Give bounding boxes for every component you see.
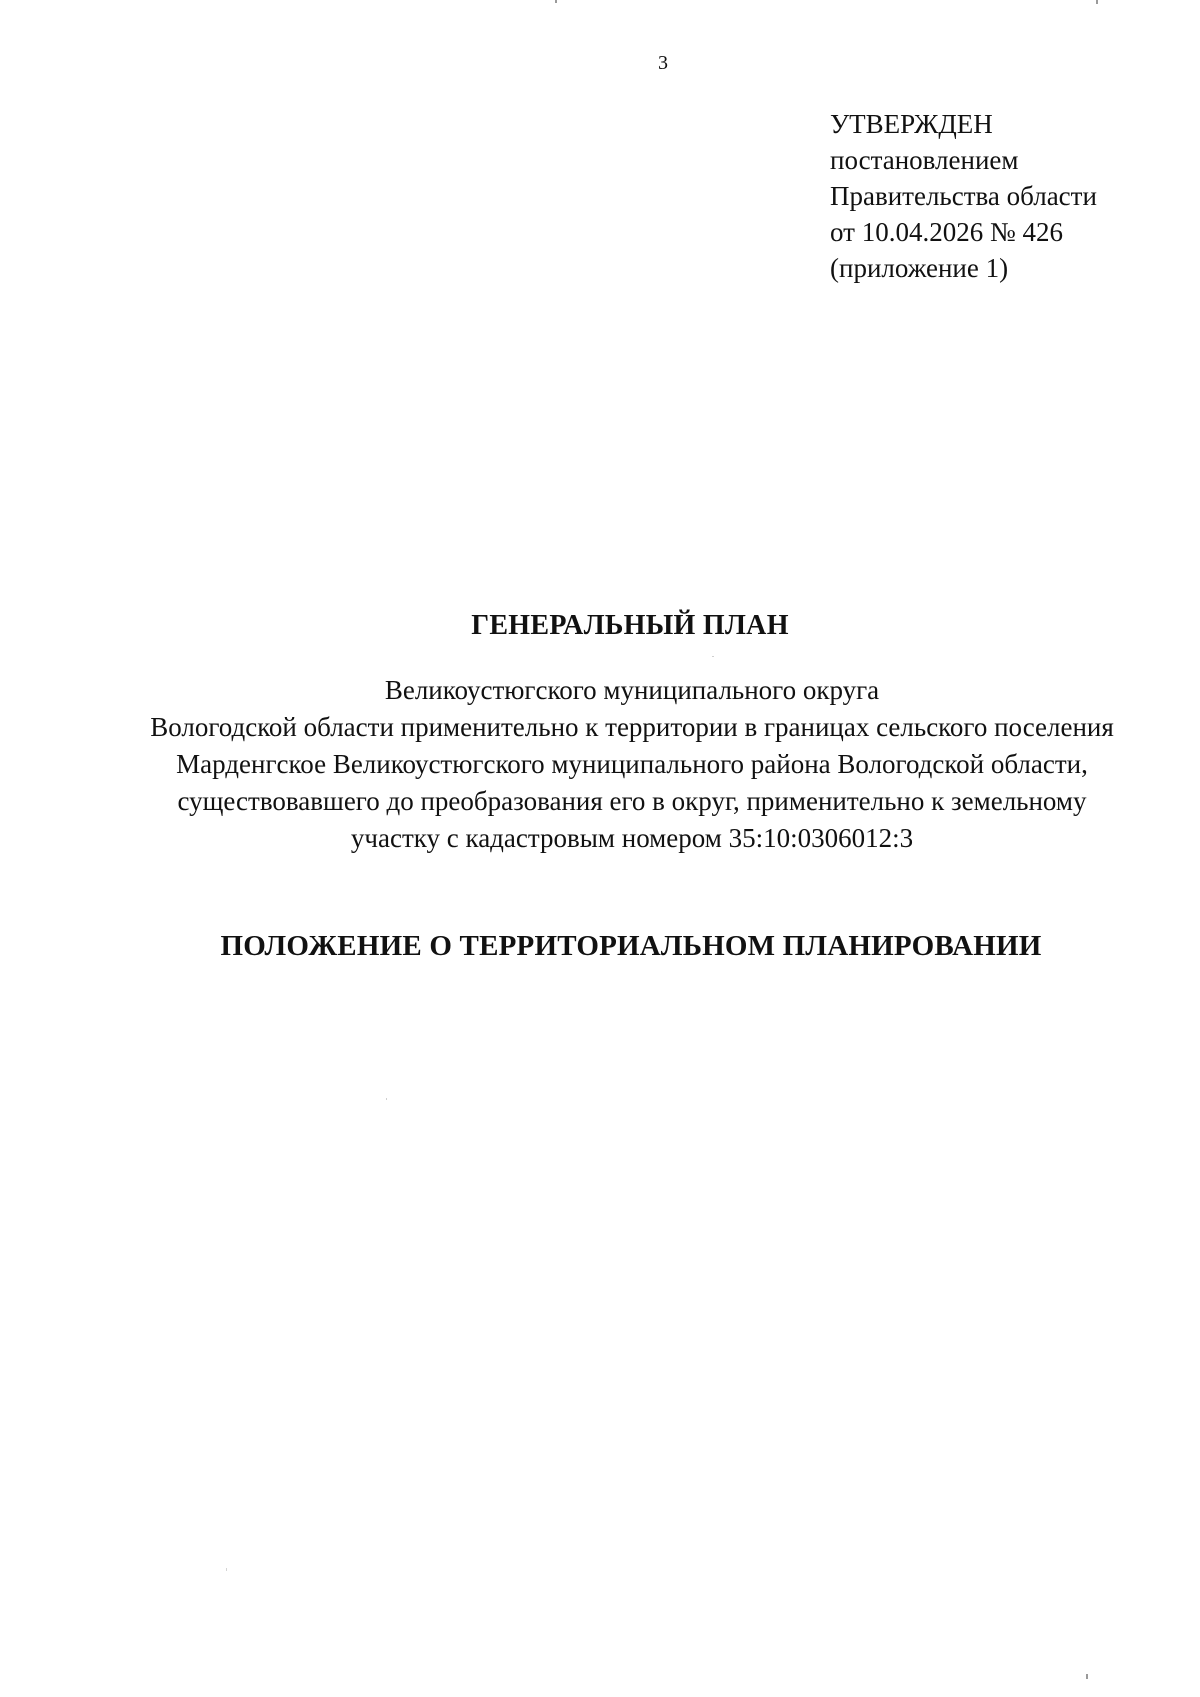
approval-line-government: Правительства области bbox=[830, 181, 1097, 211]
approval-line-decree: постановлением bbox=[830, 145, 1019, 175]
document-subtitle bbox=[0, 672, 1200, 857]
document-title: ГЕНЕРАЛЬНЫЙ ПЛАН bbox=[471, 610, 789, 641]
scan-speck bbox=[555, 0, 557, 3]
subtitle-line: участку с кадастровым номером 35:10:0306012:3 bbox=[350, 823, 914, 853]
page-number: 3 bbox=[658, 52, 668, 74]
approval-block bbox=[830, 106, 1097, 286]
subtitle-line: Марденгское Великоустюгского муниципального района Вологодской области, bbox=[176, 749, 1088, 779]
scan-speck bbox=[712, 656, 714, 657]
subtitle-line: Вологодской области применительно к территории в границах сельского поселения bbox=[150, 712, 1114, 742]
section-title: ПОЛОЖЕНИЕ О ТЕРРИТОРИАЛЬНОМ ПЛАНИРОВАНИИ bbox=[220, 930, 1042, 962]
scan-speck bbox=[386, 1098, 387, 1100]
scan-speck bbox=[1086, 1674, 1088, 1679]
subtitle-line: существовавшего до преобразования его в округ, применительно к земельному bbox=[177, 786, 1087, 816]
scan-speck bbox=[1096, 0, 1098, 4]
subtitle-line: Великоустюгского муниципального округа bbox=[384, 675, 880, 705]
approval-heading: УТВЕРЖДЕН bbox=[830, 109, 993, 139]
approval-line-appendix: (приложение 1) bbox=[830, 253, 1009, 283]
scan-speck bbox=[226, 1568, 227, 1571]
approval-line-date-number: от 10.04.2026 № 426 bbox=[830, 217, 1063, 247]
